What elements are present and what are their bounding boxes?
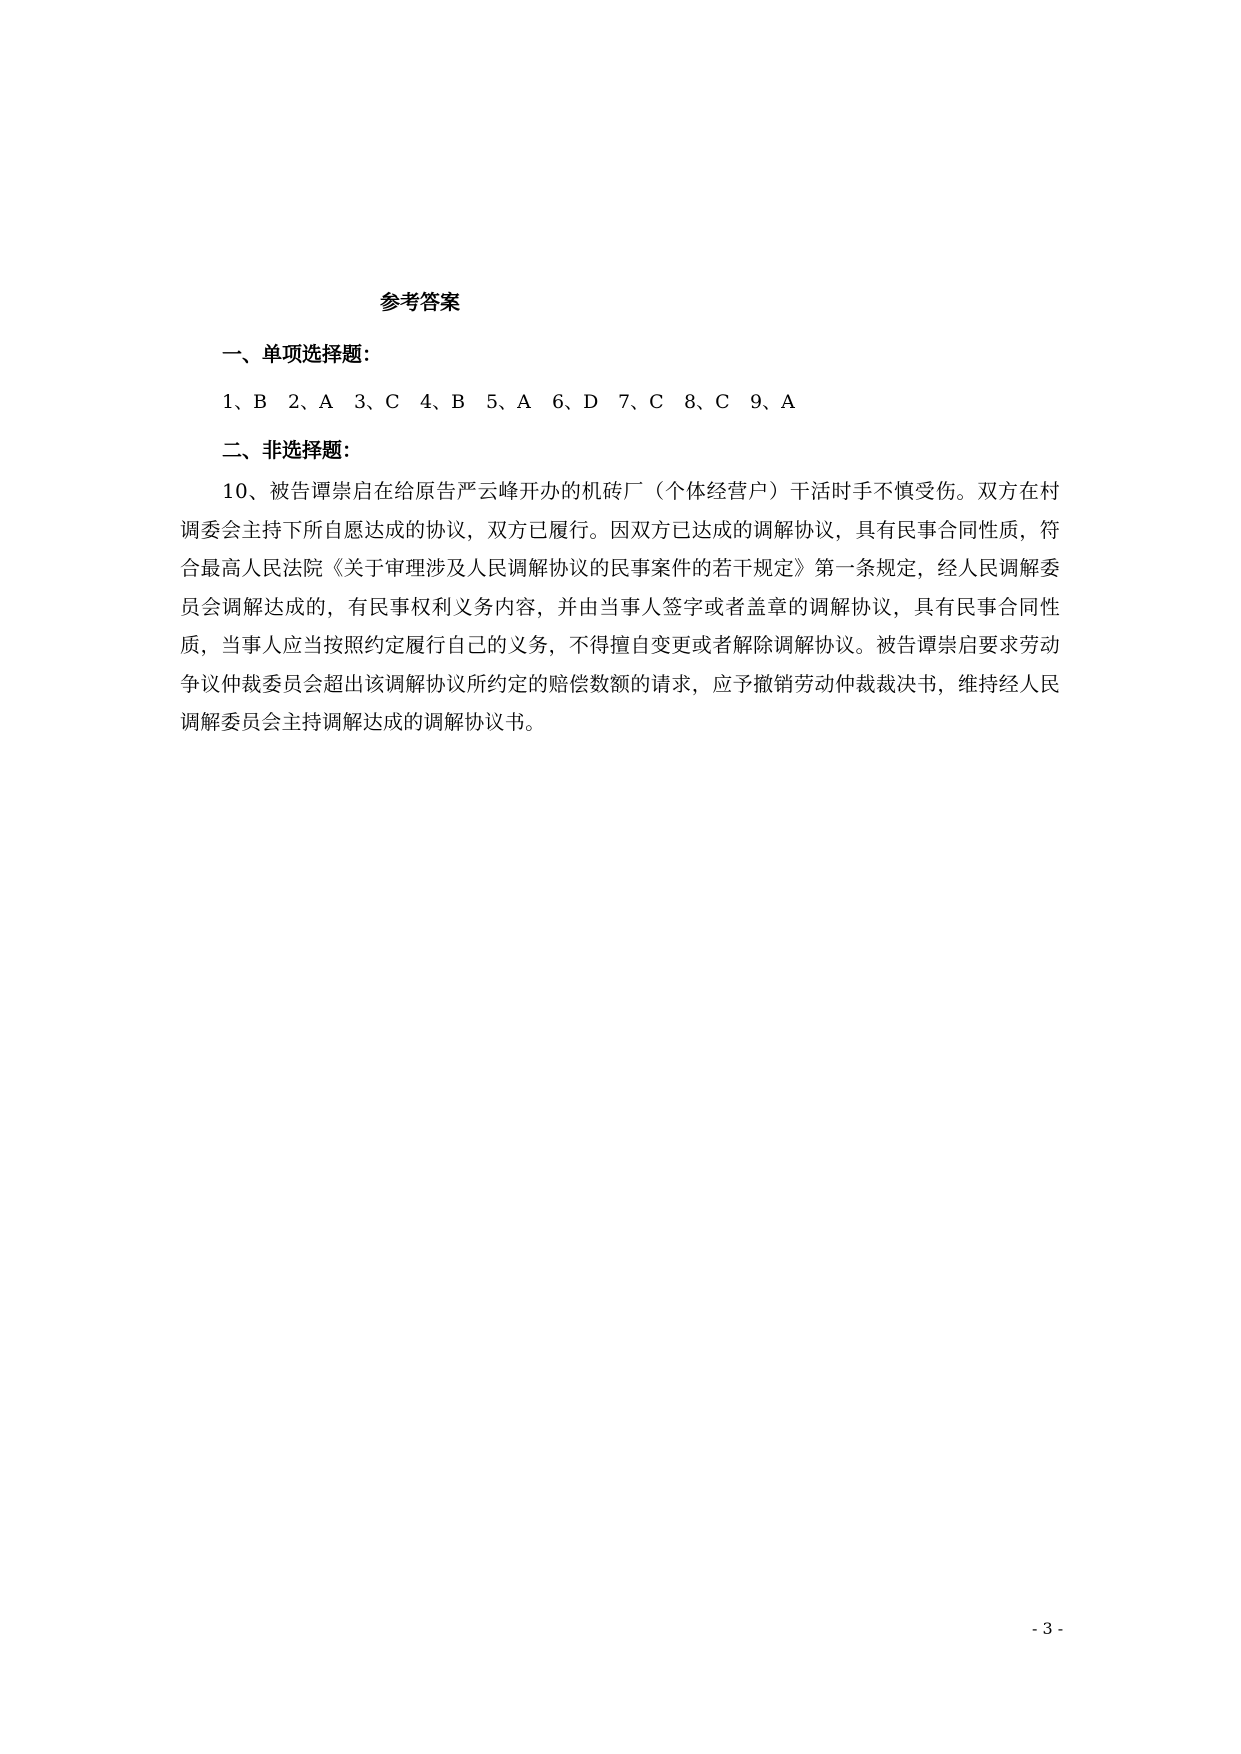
section-heading-non-choice: 二、非选择题：: [222, 438, 362, 462]
answer-item: 4、B: [420, 391, 466, 413]
answer-item: 3、C: [354, 391, 400, 413]
answer-list: [222, 388, 816, 416]
answer-item: 7、C: [618, 391, 664, 413]
answer-item: 2、A: [288, 391, 333, 413]
answer-item: 6、D: [552, 391, 599, 413]
answer-item: 1、B: [222, 391, 268, 413]
page-number: - 3 -: [1032, 1619, 1064, 1638]
answer-item: 9、A: [750, 391, 795, 413]
answer-item: 5、A: [486, 391, 531, 413]
page-title: 参考答案: [380, 290, 460, 314]
essay-answer-paragraph: 10、被告谭崇启在给原告严云峰开办的机砖厂（个体经营户）干活时手不慎受伤。双方在村调委会主持下所自愿达成的协议，双方已履行。因双方已达成的调解协议，具有民事合同性质，符合最高人民法院《关于审理涉及人民调解协议的民事案件的若干规定》第一条规定，经人民调解委员会调解达成的，有民事权利义务内容，并由当事人签字或者盖章的调解协议，具有民事合同性质，当事人应当按照约定履行自己的义务，不得擅自变更或者解除调解协议。被告谭崇启要求劳动争议仲裁委员会超出该调解协议所约定的赔偿数额的请求，应予撤销劳动仲裁裁决书，维持经人民调解委员会主持调解达成的调解协议书。: [180, 479, 1060, 734]
section-heading-single-choice: 一、单项选择题：: [222, 342, 382, 366]
answer-item: 8、C: [684, 391, 730, 413]
